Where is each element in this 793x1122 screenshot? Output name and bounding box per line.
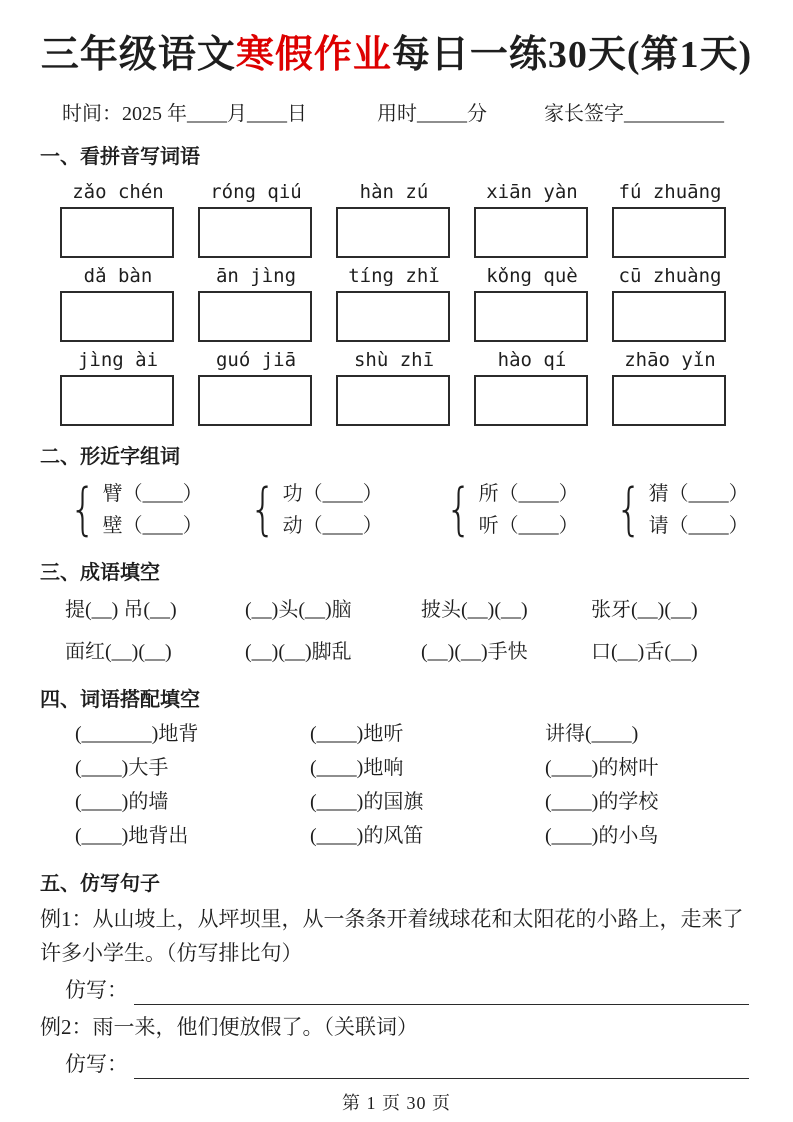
answer-box[interactable] [474,375,588,426]
match-item[interactable]: (____)地响 [310,757,404,780]
copy-line-2 [40,1049,753,1079]
idiom-item[interactable]: 提(__) 吊(__) [65,599,177,622]
match-item[interactable]: (____)的树叶 [545,757,659,780]
example2-sentence: 例2：雨一来，他们便放假了。（关联词） [40,1015,418,1040]
pinyin-cell [612,179,750,258]
left-brace-glyph: { [615,477,643,543]
answer-box[interactable] [474,207,588,258]
answer-box[interactable] [336,375,450,426]
pinyin-cell [474,179,612,258]
idiom-item[interactable]: 口(__)舌(__) [591,641,698,664]
pinyin-label: xiān yàn [486,181,578,204]
pinyin-label: ān jìng [215,265,297,288]
section1-heading: 一、看拼音写词语 [40,146,200,169]
pinyin-row [60,179,753,258]
meta-duration: 用时_____分 [377,103,487,126]
answer-box[interactable] [612,291,726,342]
match-item[interactable]: (_______)地背 [75,723,199,746]
match-item[interactable]: (____)的学校 [545,791,659,814]
idiom-row [65,636,753,669]
meta-time: 时间：2025 年____月____日 [62,103,307,126]
pinyin-cell [336,263,474,342]
match-row [75,717,753,751]
example1-sentence: 例1：从山坡上，从坪坝里，从一条条开着绒球花和太阳花的小路上，走来了许多小学生。（仿写排比句） [40,907,744,966]
answer-box[interactable] [60,291,174,342]
pinyin-cell [60,179,198,258]
pinyin-label: hàn zú [359,181,429,204]
match-item[interactable]: (____)的小鸟 [545,825,659,848]
pinyin-cell [474,263,612,342]
brace-group [441,478,611,542]
title-part1: 三年级语文 [40,34,236,76]
brace-line-bottom[interactable]: 请（____） [648,515,749,538]
word-match-grid [75,717,753,853]
pinyin-cell [198,347,336,426]
pinyin-label: shù zhī [353,349,435,372]
meta-line [40,97,753,126]
pinyin-cell [60,347,198,426]
pinyin-label: dǎ bàn [83,265,153,288]
section5-heading: 五、仿写句子 [40,873,160,896]
answer-box[interactable] [336,207,450,258]
answer-box[interactable] [474,291,588,342]
idiom-item[interactable]: (__)头(__)脑 [245,599,352,622]
meta-signature: 家长签字__________ [544,103,724,126]
answer-blank-line[interactable] [134,1053,749,1079]
brace-line-top[interactable]: 所（____） [478,483,579,506]
pinyin-label: tíng zhǐ [348,265,440,288]
pinyin-label: zhāo yǐn [624,349,716,372]
pinyin-row [60,263,753,342]
match-row [75,751,753,785]
match-row [75,785,753,819]
pinyin-label: fú zhuāng [618,181,722,204]
match-item[interactable]: (____)的风笛 [310,825,424,848]
brace-line-top[interactable]: 臂（____） [102,483,203,506]
copy-label: 仿写： [65,1052,128,1077]
pinyin-cell [198,263,336,342]
idiom-item[interactable]: 披头(__)(__) [421,599,528,622]
pinyin-label: kǒng què [486,265,578,288]
pinyin-label: guó jiā [215,349,297,372]
title-part2: 每日一练30天(第1天) [391,34,753,76]
match-item[interactable]: (____)的墙 [75,791,169,814]
match-row [75,819,753,853]
left-brace-glyph: { [445,477,473,543]
match-item[interactable]: 讲得(____) [545,723,639,746]
idiom-item[interactable]: (__)(__)脚乱 [245,641,352,664]
pinyin-row [60,347,753,426]
copy-line-1 [40,975,753,1005]
title-highlight: 寒假作业 [235,34,392,76]
section4-heading: 四、词语搭配填空 [40,689,200,712]
brace-line-bottom[interactable]: 动（____） [282,515,383,538]
pinyin-label: jìng ài [77,349,159,372]
answer-box[interactable] [198,207,312,258]
idiom-item[interactable]: (__)(__)手快 [421,641,528,664]
page-number: 第 1 页 30 页 [342,1093,451,1114]
answer-box[interactable] [60,375,174,426]
pinyin-cell [474,347,612,426]
brace-group [65,478,245,542]
pinyin-label: hào qí [497,349,567,372]
section2-heading: 二、形近字组词 [40,446,180,469]
section3-heading: 三、成语填空 [40,562,160,585]
pinyin-grid [60,179,753,426]
idiom-grid [65,594,753,669]
brace-line-bottom[interactable]: 壁（____） [102,515,203,538]
brace-line-bottom[interactable]: 听（____） [478,515,579,538]
answer-blank-line[interactable] [134,979,749,1005]
brace-row [65,478,753,542]
pinyin-label: cū zhuàng [618,265,722,288]
brace-line-top[interactable]: 功（____） [282,483,383,506]
match-item[interactable]: (____)大手 [75,757,169,780]
brace-group [611,478,749,542]
pinyin-cell [60,263,198,342]
answer-box[interactable] [60,207,174,258]
match-item[interactable]: (____)地背出 [75,825,189,848]
copy-label: 仿写： [65,978,128,1003]
idiom-item[interactable]: 张牙(__)(__) [591,599,698,622]
answer-box[interactable] [612,375,726,426]
answer-box[interactable] [612,207,726,258]
answer-box[interactable] [198,291,312,342]
idiom-item[interactable]: 面红(__)(__) [65,641,172,664]
pinyin-cell [198,179,336,258]
pinyin-cell [612,263,750,342]
pinyin-cell [612,347,750,426]
pinyin-cell [336,179,474,258]
match-item[interactable]: (____)的国旗 [310,791,424,814]
answer-box[interactable] [336,291,450,342]
left-brace-glyph: { [249,477,277,543]
idiom-row [65,594,753,627]
left-brace-glyph: { [69,477,97,543]
brace-group [245,478,441,542]
answer-box[interactable] [198,375,312,426]
page-title [40,30,753,81]
brace-line-top[interactable]: 猜（____） [648,483,749,506]
pinyin-label: róng qiú [210,181,302,204]
pinyin-label: zǎo chén [72,181,164,204]
match-item[interactable]: (____)地听 [310,723,404,746]
pinyin-cell [336,347,474,426]
